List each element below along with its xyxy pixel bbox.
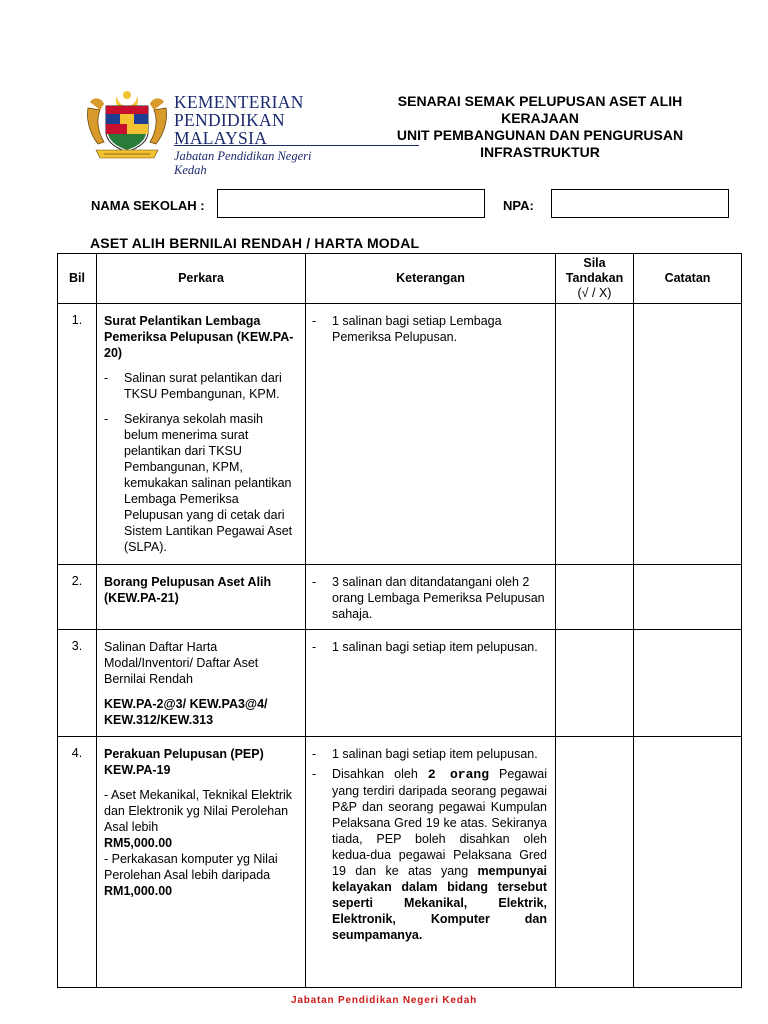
list-item: - 1 salinan bagi setiap Lembaga Pemeriksa Pelupusan.: [312, 313, 547, 345]
item-code: KEW.PA-19: [104, 763, 171, 777]
list-item: - 1 salinan bagi setiap item pelupusan.: [312, 639, 547, 655]
header-bil: Bil: [58, 254, 97, 304]
header-tandakan-sub: (√ / X): [577, 286, 612, 300]
row-perkara: [97, 630, 306, 737]
table-row: [58, 630, 742, 737]
title-line-4: INFRASTRUKTUR: [480, 144, 600, 160]
row-keterangan: [306, 737, 556, 988]
list-item: - 1 salinan bagi setiap item pelupusan.: [312, 746, 547, 762]
item-value: RM1,000.00: [104, 884, 173, 898]
title-line-3: UNIT PEMBANGUNAN DAN PENGURUSAN: [396, 127, 684, 143]
list-item: - Disahkan oleh 2 orang Pegawai yang terdiri daripada seorang pegawai P&P dan seorang pegawai Kumpulan Pelaksana Gred 19 ke atas. Sekiranya tiada, PEP boleh disahkan oleh kedua-dua pegawai Pelaksana Gred 19 dan ke atas yang mempunyai kelayakan dalam bidang tersebut seperti Mekanikal, Elektrik, Elektronik, Komputer dan seumpamanya.: [312, 767, 547, 942]
item-codes: KEW.PA-2@3/ KEW.PA3@4/ KEW.312/KEW.313: [104, 697, 268, 727]
table-row: [58, 737, 742, 988]
ket-point-verification: [332, 766, 547, 943]
row-keterangan: [306, 304, 556, 565]
ministry-line-1: KEMENTERIAN: [174, 92, 304, 112]
row-bil: 3.: [58, 630, 97, 737]
school-name-field[interactable]: [217, 189, 485, 218]
catatan-cell[interactable]: [634, 304, 742, 565]
row-keterangan: [306, 630, 556, 737]
npa-field[interactable]: [551, 189, 729, 218]
department-name: Jabatan Pendidikan Negeri Kedah: [174, 149, 312, 177]
list-item: - Salinan surat pelantikan dari TKSU Pembangunan, KPM.: [104, 370, 299, 402]
ket-point: 1 salinan bagi setiap item pelupusan.: [332, 640, 538, 654]
checklist-table: [57, 253, 742, 988]
row-perkara: [97, 304, 306, 565]
row-bil: 2.: [58, 565, 97, 630]
item-value: RM5,000.00: [104, 836, 173, 850]
tick-cell[interactable]: [556, 630, 634, 737]
list-item: - Sekiranya sekolah masih belum menerima surat pelantikan dari TKSU Pembangunan, KPM, kemukakan salinan pelantikan Lembaga Pemeriksa Pelupusan yang di cetak dari Sistem Lantikan Pegawai Aset (SLPA).: [104, 411, 299, 555]
ministry-line-3: MALAYSIA: [174, 128, 268, 148]
ministry-line-2: PENDIDIKAN: [174, 110, 285, 130]
item-title: Surat Pelantikan Lembaga Pemeriksa Pelupusan (KEW.PA-20): [104, 314, 294, 360]
title-line-1: SENARAI SEMAK PELUPUSAN ASET ALIH: [397, 93, 683, 109]
ket-point: 1 salinan bagi setiap Lembaga Pemeriksa Pelupusan.: [332, 314, 502, 344]
row-bil: 4.: [58, 737, 97, 988]
ministry-name: [174, 94, 340, 177]
title-line-2: KERAJAAN: [501, 110, 579, 126]
document-title: [360, 93, 720, 161]
tick-cell[interactable]: [556, 304, 634, 565]
item-point: - Perkakasan komputer yg Nilai Perolehan Asal lebih daripada: [104, 852, 278, 882]
ministry-logo: [84, 86, 340, 177]
tick-cell[interactable]: [556, 565, 634, 630]
row-keterangan: [306, 565, 556, 630]
header-tandakan: [556, 254, 634, 304]
catatan-cell[interactable]: [634, 565, 742, 630]
tick-cell[interactable]: [556, 737, 634, 988]
footer: Jabatan Pendidikan Negeri Kedah: [291, 995, 477, 1006]
header-catatan: Catatan: [634, 254, 742, 304]
table-header-row: [58, 254, 742, 304]
ket-point: 3 salinan dan ditandatangani oleh 2 orang Lembaga Pemeriksa Pelupusan sahaja.: [332, 575, 545, 621]
ket-emphasis: mempunyai kelayakan dalam bidang tersebut seperti Mekanikal, Elektrik, Elektronik, Komputer dan seumpamanya.: [332, 864, 547, 942]
table-row: [58, 304, 742, 565]
item-title: Borang Pelupusan Aset Alih (KEW.PA-21): [104, 575, 272, 605]
row-bil: 1.: [58, 304, 97, 565]
coat-of-arms-icon: [84, 86, 170, 164]
table-row: [58, 565, 742, 630]
ket-text: Disahkan oleh: [332, 767, 418, 781]
item-point: Salinan surat pelantikan dari TKSU Pembangunan, KPM.: [124, 371, 282, 401]
header-tandakan-label: Sila Tandakan: [565, 256, 624, 285]
item-text: Salinan Daftar Harta Modal/Inventori/ Daftar Aset Bernilai Rendah: [104, 640, 259, 686]
ket-emphasis: 2 orang: [427, 767, 489, 782]
item-point: Sekiranya sekolah masih belum menerima surat pelantikan dari TKSU Pembangunan, KPM, kemukakan salinan pelantikan Lembaga Pemeriksa Pelupusan yang di cetak dari Sistem Lantikan Pegawai Aset (SLPA).: [124, 412, 293, 554]
row-perkara: [97, 737, 306, 988]
npa-label: NPA:: [503, 198, 534, 213]
item-title: Perakuan Pelupusan (PEP): [104, 747, 264, 761]
item-point: - Aset Mekanikal, Teknikal Elektrik dan Elektronik yg Nilai Perolehan Asal lebih: [104, 788, 293, 834]
list-item: - 3 salinan dan ditandatangani oleh 2 orang Lembaga Pemeriksa Pelupusan sahaja.: [312, 574, 547, 622]
catatan-cell[interactable]: [634, 737, 742, 988]
section-title: ASET ALIH BERNILAI RENDAH / HARTA MODAL: [90, 235, 420, 251]
header-perkara: Perkara: [97, 254, 306, 304]
header-keterangan: Keterangan: [306, 254, 556, 304]
row-perkara: [97, 565, 306, 630]
school-name-label: NAMA SEKOLAH :: [91, 198, 205, 213]
ket-text: Pegawai yang terdiri daripada seorang pegawai P&P dan seorang pegawai Kumpulan Pelaksana Gred 19 ke atas. Sekiranya tiada, PEP boleh disahkan oleh kedua-dua pegawai Pelaksana Gred 19 dan ke atas yang: [332, 767, 547, 878]
ket-point: 1 salinan bagi setiap item pelupusan.: [332, 747, 538, 761]
catatan-cell[interactable]: [634, 630, 742, 737]
